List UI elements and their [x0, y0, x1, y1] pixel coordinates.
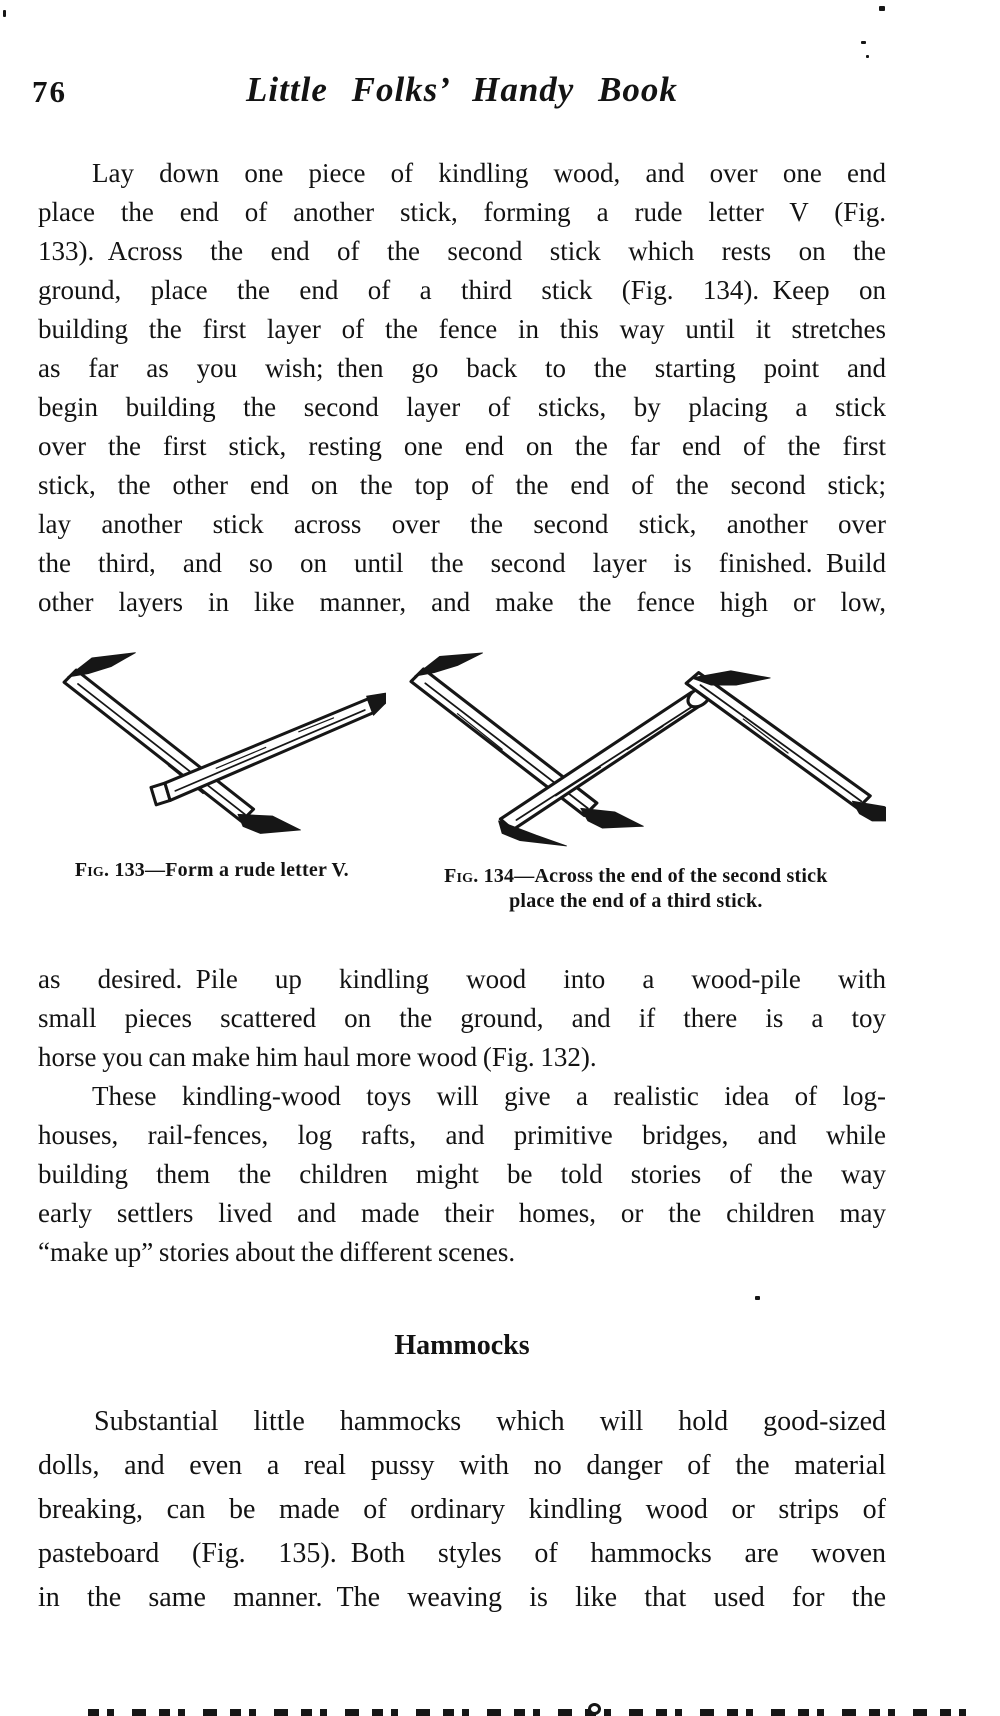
scan-artifact [3, 10, 6, 17]
scan-artifact [879, 6, 885, 11]
text-line: building them the children might be told stories of the way [38, 1158, 886, 1189]
text-line: These kindling-wood toys will give a realistic idea of log- [92, 1080, 886, 1111]
figure-134-caption [386, 864, 886, 914]
scan-artifact [866, 55, 869, 58]
scan-artifact [755, 1296, 760, 1300]
figure-133-caption [38, 858, 386, 883]
text-line: lay another stick across over the second stick, another over [38, 509, 886, 539]
text-line: pasteboard (Fig. 135). Both styles of hammocks are woven [38, 1537, 886, 1569]
figure-133-label: Fig. 133 [74, 859, 145, 882]
figure-134-caption-text: —Across the end of the second stick [514, 864, 828, 887]
text-line: Substantial little hammocks which will hold good-sized [94, 1405, 886, 1437]
text-line: Lay down one piece of kindling wood, and over one end [92, 158, 886, 188]
figure-row [38, 644, 886, 914]
text-line: small pieces scattered on the ground, and if there is a toy [38, 1002, 886, 1033]
figure-134-label: Fig. 134 [444, 864, 515, 887]
text-line: 133). Across the end of the second stick which rests on the [38, 236, 886, 266]
paragraph-wood-pile [38, 960, 886, 1077]
text-line: in the same manner. The weaving is like that used for the [38, 1581, 886, 1613]
text-line: as far as you wish; then go back to the starting point and [38, 353, 886, 383]
paragraph-kindling-fence [38, 154, 886, 622]
figure-133 [38, 644, 386, 883]
text-line: the third, and so on until the second layer is finished. Build [38, 548, 886, 578]
figure-134-caption-line1 [386, 864, 886, 889]
text-line: building the first layer of the fence in this way until it stretches [38, 314, 886, 344]
paragraph-hammocks-intro [38, 1400, 886, 1620]
text-line: ground, place the end of a third stick (Fig. 134). Keep on [38, 275, 886, 305]
figure-133-caption-text: —Form a rude letter V. [145, 859, 349, 882]
text-line: as desired. Pile up kindling wood into a wood-pile with [38, 963, 886, 994]
text-line: houses, rail-fences, log rafts, and primitive bridges, and while [38, 1119, 886, 1150]
text-line: “make up” stories about the different scenes. [38, 1236, 516, 1267]
fig-133-illustration-letter-v [38, 644, 386, 848]
running-title: Little Folks’ Handy Book [246, 70, 678, 109]
figure-134-caption-line2: place the end of a third stick. [509, 889, 763, 912]
text-line: horse you can make him haul more wood (Fig. 132). [38, 1041, 597, 1072]
text-line: begin building the second layer of sticks, by placing a stick [38, 392, 886, 422]
scan-artifact [861, 41, 866, 44]
cutoff-line-artifact [88, 1709, 968, 1716]
text-line: over the first stick, resting one end on the far end of the first [38, 431, 886, 461]
fig-134-illustration-three-sticks [386, 644, 886, 854]
figure-134 [386, 644, 886, 914]
text-line: breaking, can be made of ordinary kindling wood or strips of [38, 1493, 886, 1525]
page-header [32, 70, 886, 120]
paragraph-stories [38, 1077, 886, 1272]
section-heading-hammocks: Hammocks [394, 1329, 530, 1361]
text-line: stick, the other end on the top of the end of the second stick; [38, 470, 886, 500]
cutoff-line-artifact [588, 1703, 601, 1715]
text-line: place the end of another stick, forming a rude letter V (Fig. [38, 197, 886, 227]
page-number: 76 [32, 74, 67, 109]
text-line: dolls, and even a real pussy with no danger of the material [38, 1449, 886, 1481]
text-line: other layers in like manner, and make the fence high or low, [38, 587, 886, 617]
text-line: early settlers lived and made their homes, or the children may [38, 1197, 886, 1228]
